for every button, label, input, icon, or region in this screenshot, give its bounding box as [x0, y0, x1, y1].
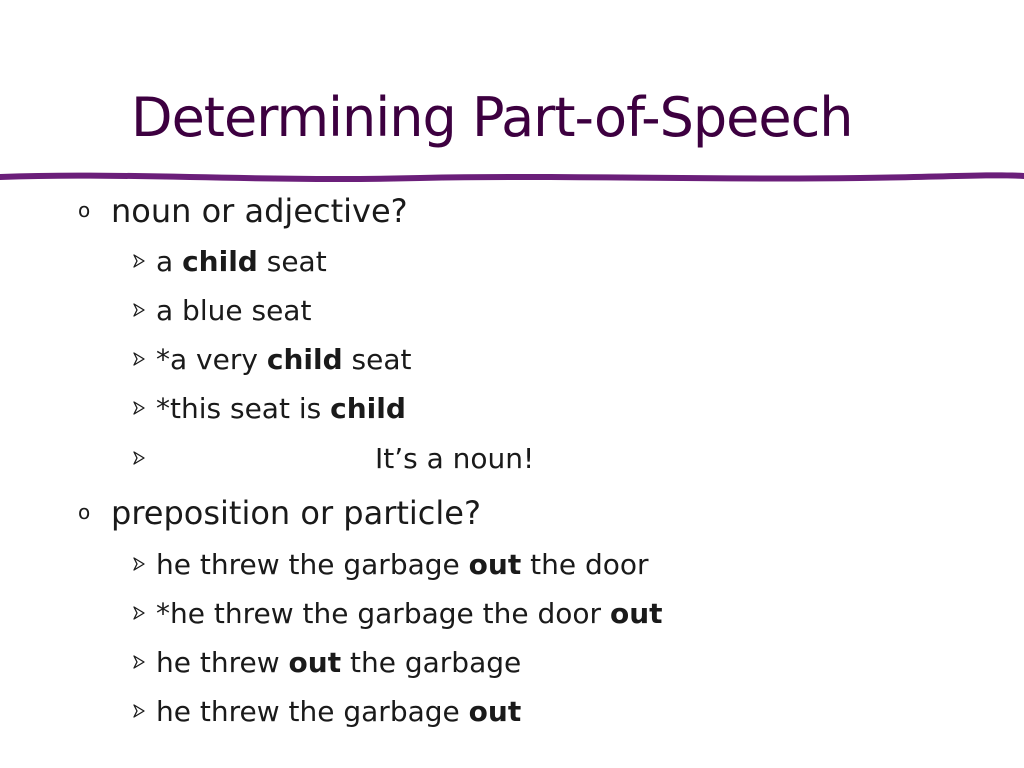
arrow-bullet-icon — [131, 351, 147, 367]
list-item-text: he threw the garbage out — [156, 695, 522, 728]
list-item-text: a child seat — [156, 245, 327, 278]
arrow-bullet-icon — [131, 450, 147, 466]
title-underline-brush — [0, 160, 1024, 190]
list-item-text: he threw the garbage out the door — [156, 548, 649, 581]
list-item-text: *he threw the garbage the door out — [156, 597, 663, 630]
list-item-text: *this seat is child — [156, 392, 406, 425]
circle-bullet-icon: o — [78, 197, 91, 222]
arrow-bullet-icon — [131, 400, 147, 416]
section-heading-text: noun or adjective? — [111, 192, 408, 230]
answer-text: It’s a noun! — [375, 442, 535, 475]
arrow-bullet-icon — [131, 654, 147, 670]
arrow-bullet-icon — [131, 556, 147, 572]
list-item-text: a blue seat — [156, 294, 312, 327]
arrow-bullet-icon — [131, 253, 147, 269]
section-heading-text: preposition or particle? — [111, 494, 481, 532]
slide-title: Determining Part-of-Speech — [131, 86, 853, 149]
arrow-bullet-icon — [131, 605, 147, 621]
arrow-bullet-icon — [131, 302, 147, 318]
circle-bullet-icon: o — [78, 499, 91, 524]
list-item-text: he threw out the garbage — [156, 646, 522, 679]
list-item-text: *a very child seat — [156, 343, 412, 376]
arrow-bullet-icon — [131, 703, 147, 719]
